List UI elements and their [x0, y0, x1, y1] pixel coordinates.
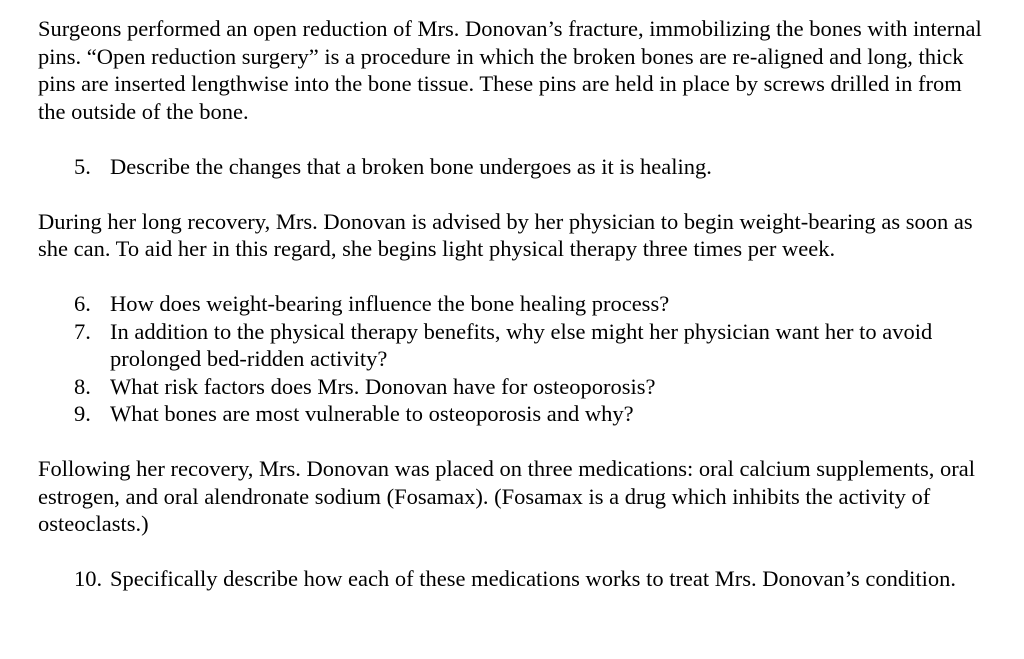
- paragraph-medications: Following her recovery, Mrs. Donovan was placed on three medications: oral calcium supplements, oral estrogen, and oral alendronate sodium (Fosamax). (Fosamax is a drug which inhibits the activity of osteoclasts.): [38, 456, 976, 536]
- spacer: [38, 263, 988, 291]
- question-list-2: [38, 290, 988, 428]
- question-item-10: [38, 565, 988, 593]
- question-item-8: [38, 373, 988, 401]
- spacer: [38, 125, 988, 153]
- question-number: 7.: [74, 318, 91, 344]
- question-item-9: [38, 400, 988, 428]
- question-number: 6.: [74, 291, 91, 316]
- spacer: [38, 428, 988, 456]
- question-list-1: [38, 153, 988, 181]
- question-number: 8.: [74, 373, 91, 399]
- paragraph-surgery: Surgeons performed an open reduction of Mrs. Donovan’s fracture, immobilizing the bones with internal pins. “Open reduction surgery” is a procedure in which the broken bones are re-aligned and long, thick pins are inserted lengthwise into the bone tissue. These pins are held in place by screws drilled in from the outside of the bone.: [38, 16, 982, 124]
- question-text: How does weight-bearing influence the bone healing process?: [110, 291, 670, 316]
- question-item-6: [38, 290, 988, 318]
- question-number: 10.: [74, 566, 103, 591]
- question-item-5: [38, 153, 988, 181]
- question-text: Describe the changes that a broken bone undergoes as it is healing.: [110, 153, 712, 179]
- question-text: Specifically describe how each of these medications works to treat Mrs. Donovan’s condition.: [110, 566, 957, 591]
- question-number: 5.: [74, 153, 91, 179]
- question-list-3: [38, 565, 988, 593]
- spacer: [38, 538, 988, 566]
- question-text: What risk factors does Mrs. Donovan have for osteoporosis?: [110, 373, 656, 399]
- document-page: [38, 15, 988, 593]
- paragraph-recovery: During her long recovery, Mrs. Donovan is advised by her physician to begin weight-bearing as soon as she can. To aid her in this regard, she begins light physical therapy three times per week.: [38, 208, 973, 261]
- question-text: In addition to the physical therapy benefits, why else might her physician want her to avoid prolonged bed-ridden activity?: [110, 318, 933, 371]
- question-item-7: [38, 318, 988, 373]
- question-number: 9.: [74, 401, 91, 426]
- spacer: [38, 180, 988, 208]
- question-text: What bones are most vulnerable to osteoporosis and why?: [110, 401, 634, 426]
